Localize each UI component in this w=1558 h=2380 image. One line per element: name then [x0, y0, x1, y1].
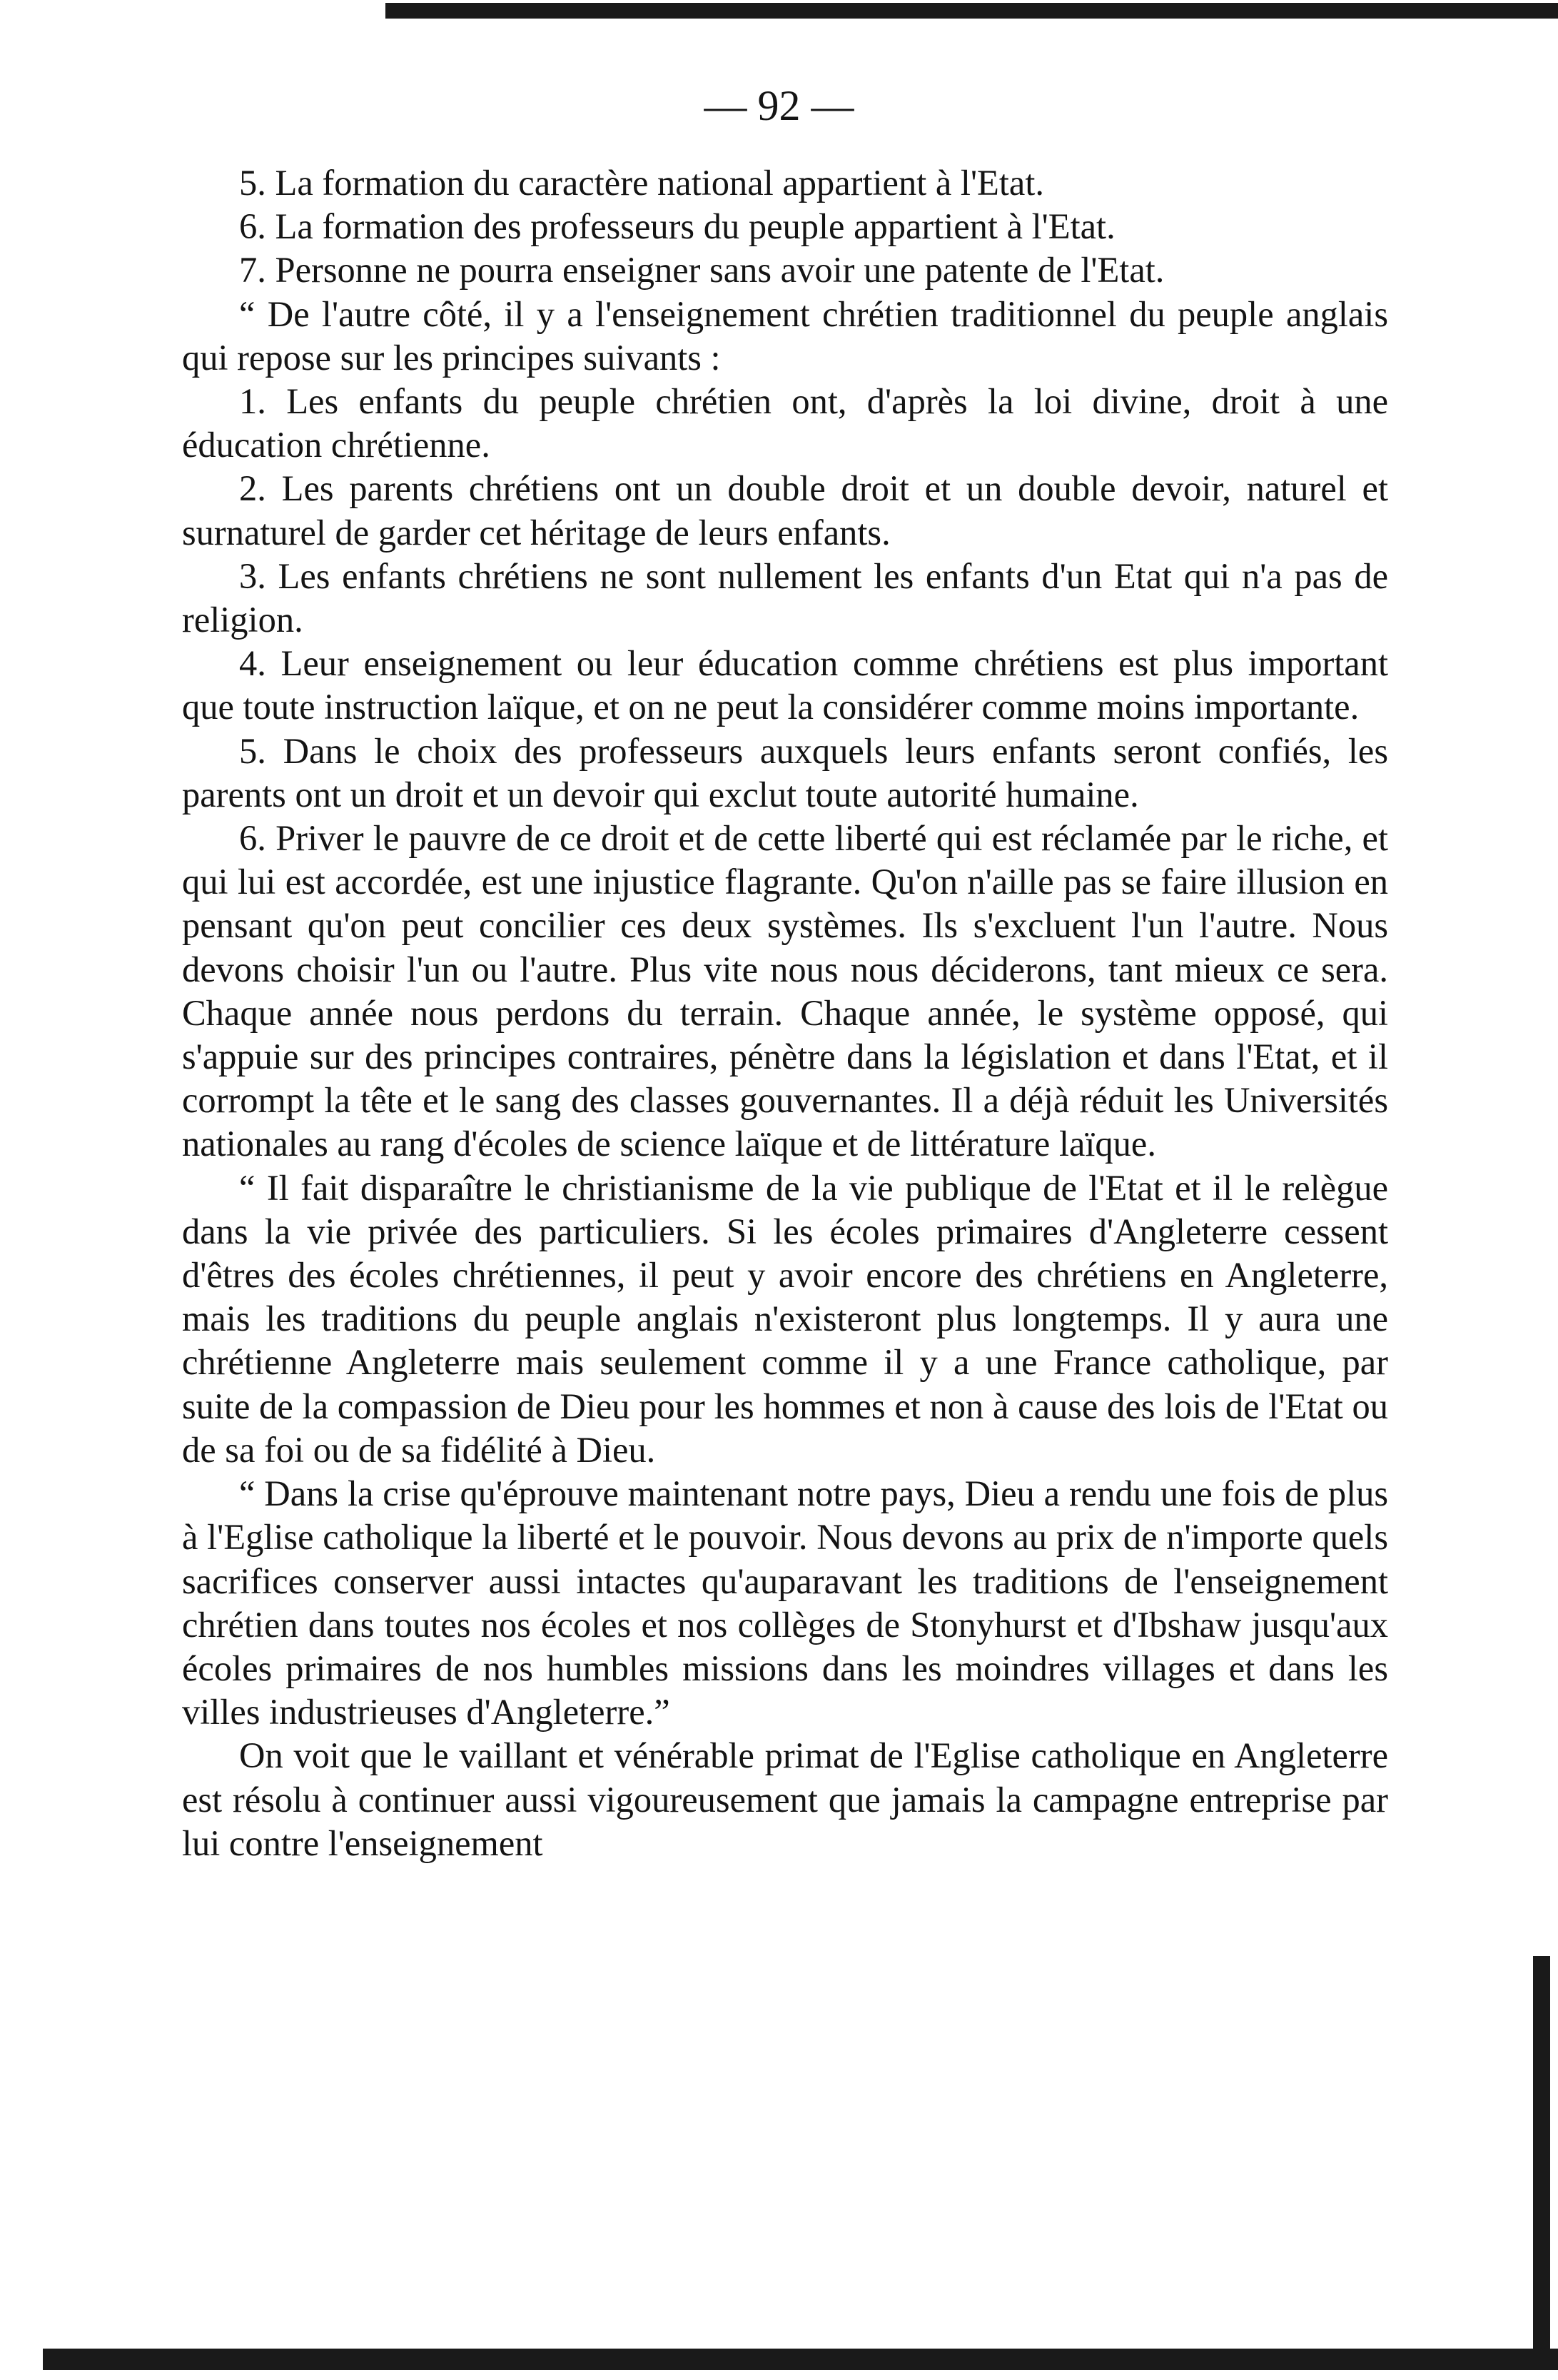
paragraph-conclusion: On voit que le vaillant et vénérable primat de l'Eglise catholique en Angleterre est résolu à continuer aussi vigoureusement que jamais la campagne entreprise par lui contre l'enseignement	[182, 1735, 1388, 1863]
page-body	[182, 161, 1388, 1865]
paragraph-item-6: 6. La formation des professeurs du peuple appartient à l'Etat.	[239, 206, 1116, 247]
paragraph-christian-tradition: “ De l'autre côté, il y a l'enseignement chrétien traditionnel du peuple anglais qui repose sur les principes suivants :	[182, 293, 1388, 378]
paragraph-principle-4: 4. Leur enseignement ou leur éducation comme chrétiens est plus important que toute instruction laïque, et on ne peut la considérer comme moins importante.	[182, 643, 1388, 727]
paragraph-item-5: 5. La formation du caractère national appartient à l'Etat.	[239, 163, 1044, 203]
paragraph-principle-2: 2. Les parents chrétiens ont un double droit et un double devoir, naturel et surnaturel de garder cet héritage de leurs enfants.	[182, 468, 1388, 553]
page-number: — 92 —	[704, 82, 854, 129]
top-scan-border	[385, 3, 1558, 19]
paragraph-item-7: 7. Personne ne pourra enseigner sans avoir une patente de l'Etat.	[239, 250, 1165, 291]
paragraph-current-crisis: “ Dans la crise qu'éprouve maintenant notre pays, Dieu a rendu une fois de plus à l'Eglise catholique la liberté et le pouvoir. Nous devons au prix de n'importe quels sacrifices conserver aussi intactes qu'auparavant les traditions de l'enseignement chrétien dans toutes nos écoles et nos collèges de Stonyhurst et d'Ibshaw jusqu'aux écoles primaires de nos humbles missions dans les moindres villages et dans les villes industrieuses d'Angleterre.”	[182, 1473, 1388, 1733]
paragraph-christianity-public-life: “ Il fait disparaître le christianisme de la vie publique de l'Etat et il le relègue dans la vie privée des particuliers. Si les écoles primaires d'Angleterre cessent d'êtres des écoles chrétiennes, il peut y avoir encore des chrétiens en Angleterre, mais les traditions du peuple anglais n'existeront plus longtemps. Il y aura une chrétienne Angleterre mais seulement comme il y a une France catholique, par suite de la compassion de Dieu pour les hommes et non à cause des lois de l'Etat ou de sa foi ou de sa fidélité à Dieu.	[182, 1167, 1388, 1470]
bottom-scan-border	[43, 2349, 1558, 2370]
paragraph-principle-6: 6. Priver le pauvre de ce droit et de cette liberté qui est réclamée par le riche, et qui lui est accordée, est une injustice flagrante. Qu'on n'aille pas se faire illusion en pensant qu'on peut concilier ces deux systèmes. Ils s'excluent l'un l'autre. Nous devons choisir l'un ou l'autre. Plus vite nous nous déciderons, tant mieux ce sera. Chaque année nous perdons du terrain. Chaque année, le système opposé, qui s'appuie sur des principes contraires, pénètre dans la législation et dans l'Etat, et il corrompt la tête et le sang des classes gouvernantes. Il a déjà réduit les Universités nationales au rang d'écoles de science laïque et de littérature laïque.	[182, 818, 1388, 1164]
paragraph-principle-3: 3. Les enfants chrétiens ne sont nullement les enfants d'un Etat qui n'a pas de religion.	[182, 555, 1388, 640]
paragraph-principle-1: 1. Les enfants du peuple chrétien ont, d'après la loi divine, droit à une éducation chrétienne.	[182, 381, 1388, 465]
right-scan-border	[1533, 1956, 1550, 2356]
paragraph-principle-5: 5. Dans le choix des professeurs auxquels leurs enfants seront confiés, les parents ont un droit et un devoir qui exclut toute autorité humaine.	[182, 730, 1388, 815]
